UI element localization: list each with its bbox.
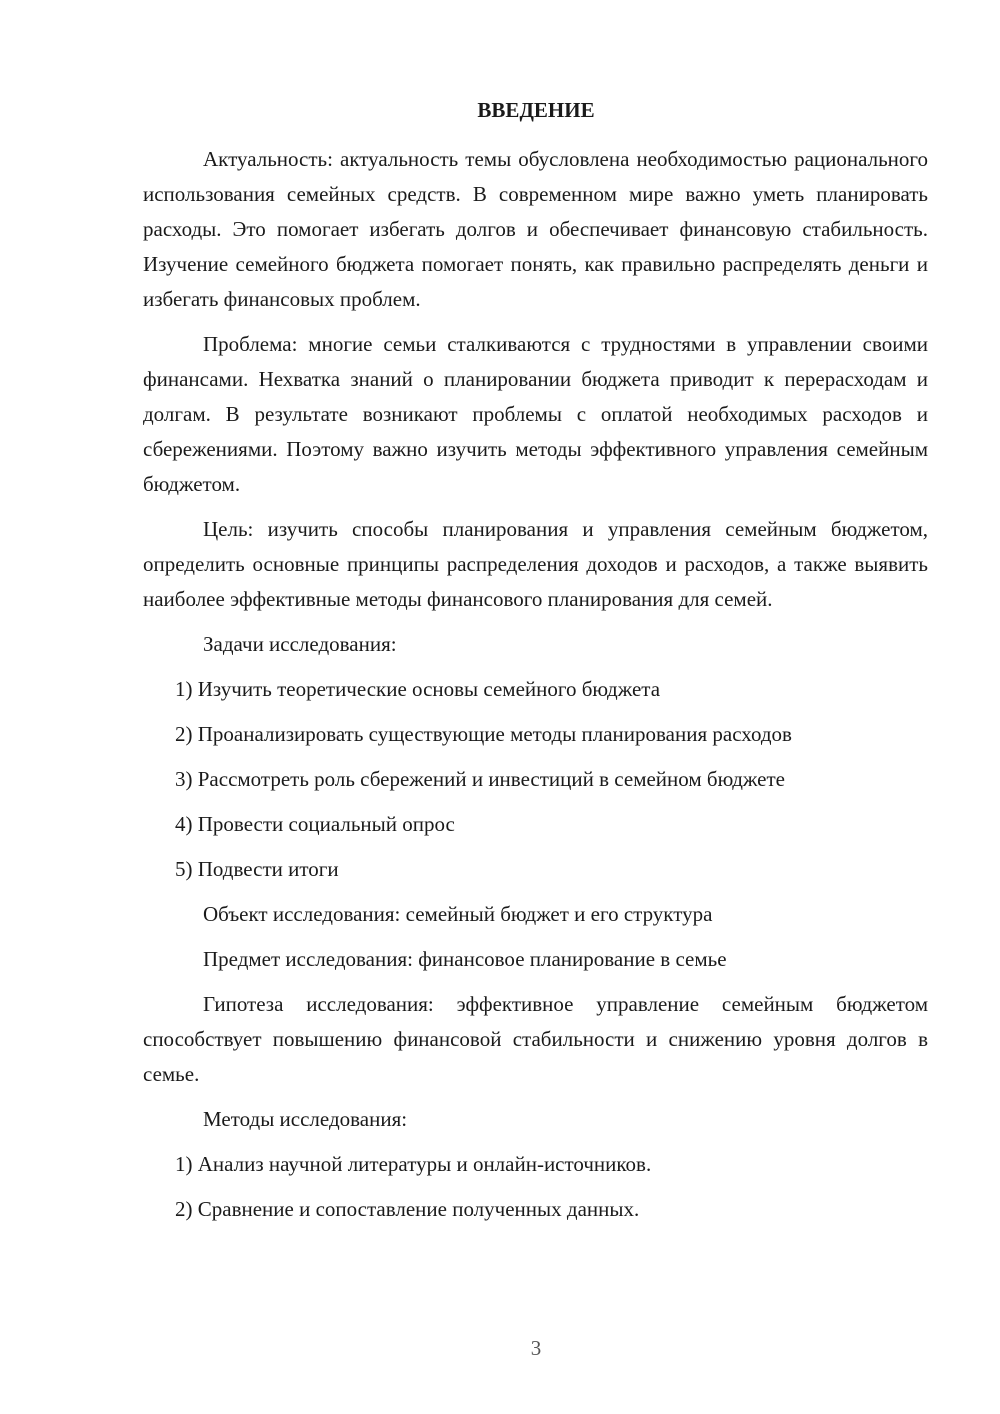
hypothesis-paragraph: Гипотеза исследования: эффективное управление семейным бюджетом способствует повышению финансовой стабильности и снижению уровня долгов в семье.: [143, 992, 928, 1086]
research-subject: Предмет исследования: финансовое планирование в семье: [203, 947, 727, 971]
relevance-paragraph: Актуальность: актуальность темы обусловлена необходимостью рационального использования семейных средств. В современном мире важно уметь планировать расходы. Это помогает избегать долгов и обеспечивает финансовую стабильность. Изучение семейного бюджета помогает понять, как правильно распределять деньги и избегать финансовых проблем.: [143, 147, 928, 311]
task-item: 1) Изучить теоретические основы семейного бюджета: [175, 677, 661, 701]
page-number: 3: [530, 1336, 542, 1360]
task-item: 4) Провести социальный опрос: [175, 812, 455, 836]
task-item: 3) Рассмотреть роль сбережений и инвестиций в семейном бюджете: [175, 767, 785, 791]
research-object: Объект исследования: семейный бюджет и его структура: [203, 902, 713, 926]
goal-paragraph: Цель: изучить способы планирования и управления семейным бюджетом, определить основные принципы распределения доходов и расходов, а также выявить наиболее эффективные методы финансового планирования для семей.: [143, 517, 928, 611]
problem-paragraph: Проблема: многие семьи сталкиваются с трудностями в управлении своими финансами. Нехватка знаний о планировании бюджета приводит к перерасходам и долгам. В результате возникают проблемы с оплатой необходимых расходов и сбережениями. Поэтому важно изучить методы эффективного управления семейным бюджетом.: [143, 332, 928, 496]
task-item: 5) Подвести итоги: [175, 857, 339, 881]
task-item: 2) Проанализировать существующие методы планирования расходов: [175, 722, 792, 746]
method-item: 1) Анализ научной литературы и онлайн-источников.: [175, 1152, 652, 1176]
tasks-label: Задачи исследования:: [203, 632, 397, 656]
section-heading: ВВЕДЕНИЕ: [477, 98, 595, 122]
method-item: 2) Сравнение и сопоставление полученных данных.: [175, 1197, 640, 1221]
document-body: [143, 142, 928, 1237]
methods-label: Методы исследования:: [203, 1107, 408, 1131]
